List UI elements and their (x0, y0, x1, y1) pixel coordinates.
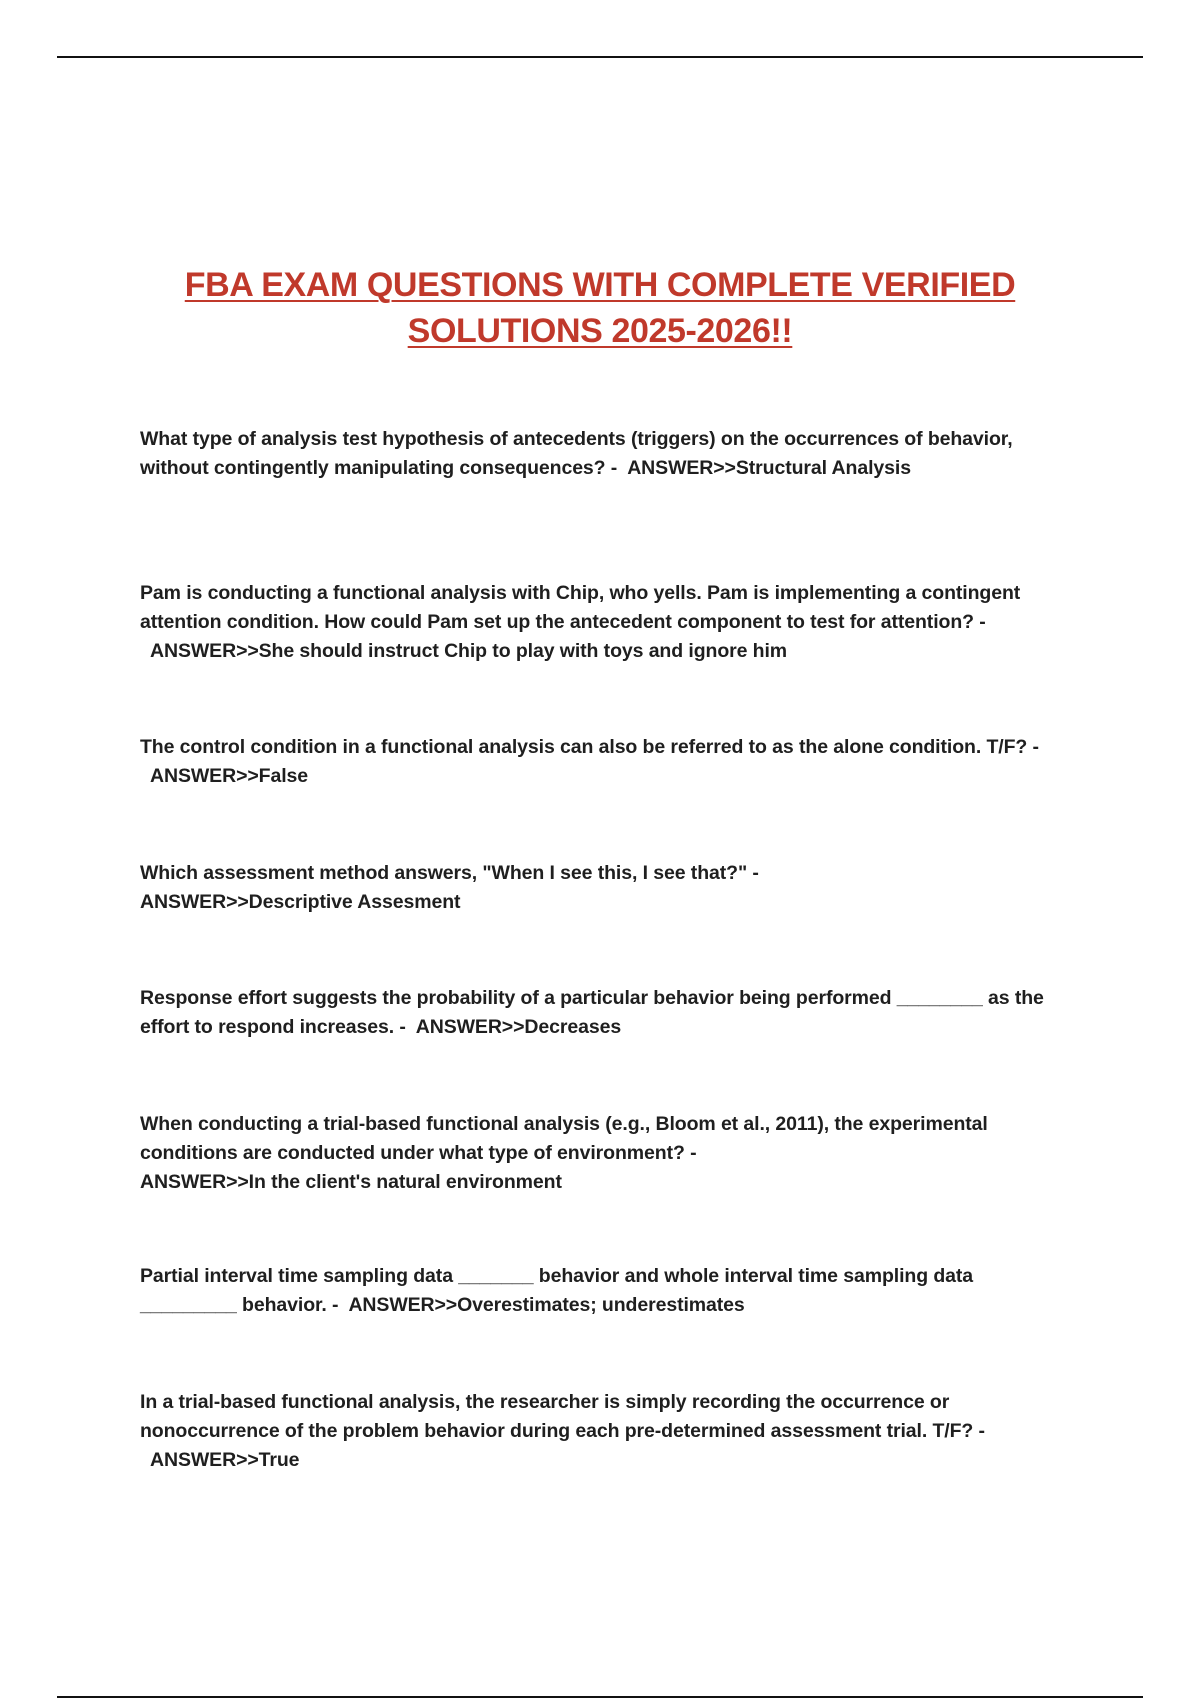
answer-text: ANSWER>>False (150, 765, 309, 787)
title-line-1: FBA EXAM QUESTIONS WITH COMPLETE VERIFIED (184, 266, 1016, 304)
qa-item-3 (140, 733, 1070, 791)
answer-text: ANSWER>>Structural Analysis (627, 457, 911, 479)
document-title (100, 262, 1100, 354)
answer-text: ANSWER>>True (150, 1449, 300, 1471)
question-text: When conducting a trial-based functional analysis (e.g., Bloom et al., 2011), the experimental conditions are conducted under what type of environment? - (140, 1113, 988, 1164)
qa-item-1 (140, 425, 1070, 483)
bottom-rule (57, 1696, 1143, 1698)
answer-text: ANSWER>>Overestimates; underestimates (348, 1294, 745, 1316)
qa-item-4 (140, 859, 1070, 917)
question-text: What type of analysis test hypothesis of antecedents (triggers) on the occurrences of behavior, without contingently manipulating consequences? - (140, 428, 1013, 479)
answer-text: ANSWER>>In the client's natural environment (140, 1171, 562, 1193)
question-text: In a trial-based functional analysis, the researcher is simply recording the occurrence or nonoccurrence of the problem behavior during each pre-determined assessment trial. T/F? - (140, 1391, 985, 1442)
answer-text: ANSWER>>Decreases (415, 1016, 622, 1038)
qa-item-6 (140, 1110, 1070, 1197)
qa-item-7 (140, 1262, 1070, 1320)
question-text: The control condition in a functional analysis can also be referred to as the alone condition. T/F? - (140, 736, 1039, 758)
qa-item-8 (140, 1388, 1070, 1475)
question-text: Pam is conducting a functional analysis with Chip, who yells. Pam is implementing a contingent attention condition. How could Pam set up the antecedent component to test for attention? - (140, 582, 1021, 633)
question-text: Which assessment method answers, "When I see this, I see that?" - (140, 862, 759, 884)
question-text: Response effort suggests the probability of a particular behavior being performed ________ as the effort to respond increases. - (140, 987, 1044, 1038)
qa-item-5 (140, 984, 1070, 1042)
answer-text: ANSWER>>She should instruct Chip to play with toys and ignore him (150, 640, 788, 662)
answer-text: ANSWER>>Descriptive Assesment (140, 891, 461, 913)
question-text: Partial interval time sampling data _______ behavior and whole interval time sampling data _________ behavior. - (140, 1265, 974, 1316)
top-rule (57, 56, 1143, 58)
qa-item-2 (140, 579, 1070, 666)
title-line-2: SOLUTIONS 2025-2026!! (407, 312, 793, 350)
